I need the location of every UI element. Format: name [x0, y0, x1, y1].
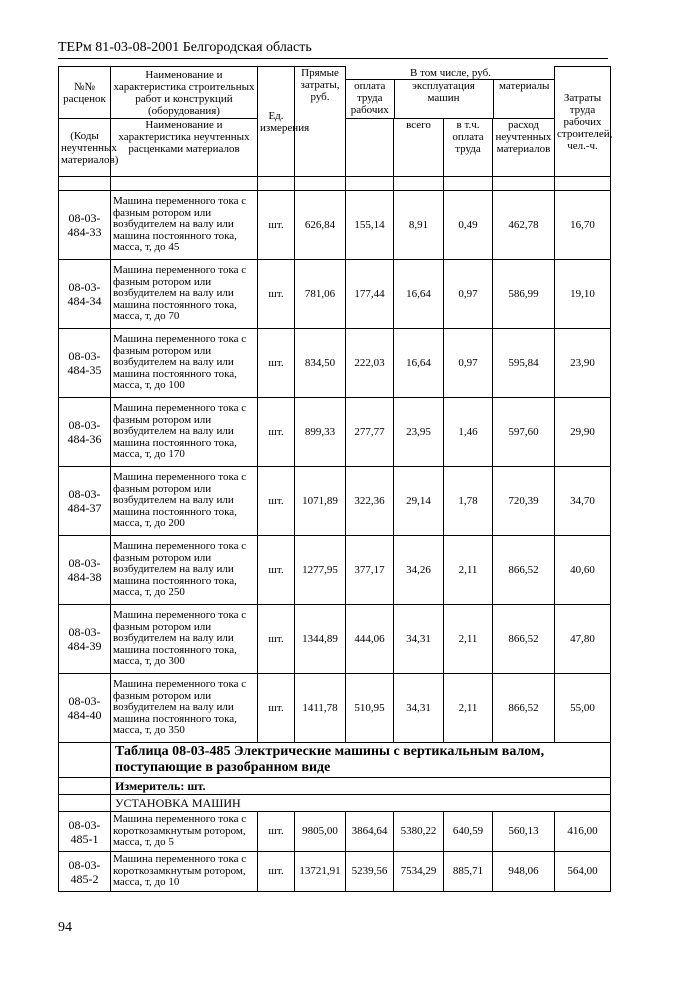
- cell-direct: 1071,89: [295, 467, 346, 536]
- cell-code: 08-03-484-33: [59, 191, 111, 260]
- cell-mat: 866,52: [493, 536, 555, 605]
- cell-code: 08-03-485-1: [59, 812, 111, 852]
- page-number: 94: [58, 920, 72, 935]
- rates-table: [58, 66, 611, 892]
- cell-mat: 597,60: [493, 398, 555, 467]
- cell-code: 08-03-484-37: [59, 467, 111, 536]
- cell-direct: 13721,91: [295, 852, 346, 892]
- col-head-name2: Наименование и характеристика неучтенных расценками материалов: [111, 119, 258, 177]
- cell-mat: 948,06: [493, 852, 555, 892]
- cell-code: 08-03-485-2: [59, 852, 111, 892]
- cell-code: 08-03-484-38: [59, 536, 111, 605]
- table-row: [59, 812, 611, 852]
- cell-code: 08-03-484-35: [59, 329, 111, 398]
- cell-mach-pay: 0,97: [444, 329, 493, 398]
- cell-mach-pay: 2,11: [444, 674, 493, 743]
- cell-pay: 155,14: [346, 191, 394, 260]
- table-row: [59, 329, 611, 398]
- cell-direct: 781,06: [295, 260, 346, 329]
- col-head-pay: оплата труда рабочих: [346, 80, 394, 118]
- col-head-code: №№ расценок: [59, 67, 111, 119]
- cell-labor: 29,90: [555, 398, 611, 467]
- cell-mach: 5380,22: [394, 812, 444, 852]
- col-head-labor: Затраты труда рабочих строителей, чел.-ч.: [555, 67, 611, 177]
- cell-pay: 444,06: [346, 605, 394, 674]
- cell-unit: шт.: [258, 536, 295, 605]
- cell-code: 08-03-484-39: [59, 605, 111, 674]
- cell-mat: 595,84: [493, 329, 555, 398]
- cell-mach-pay: 1,46: [444, 398, 493, 467]
- cell-pay: 222,03: [346, 329, 394, 398]
- col-head-mach-total: всего: [394, 119, 444, 177]
- cell-direct: 834,50: [295, 329, 346, 398]
- cell-labor: 23,90: [555, 329, 611, 398]
- cell-mat: 560,13: [493, 812, 555, 852]
- subtable-measure: Измеритель: шт.: [111, 778, 611, 795]
- cell-unit: шт.: [258, 398, 295, 467]
- cell-mach: 23,95: [394, 398, 444, 467]
- table-row: [59, 852, 611, 892]
- cell-unit: шт.: [258, 852, 295, 892]
- cell-mach: 16,64: [394, 260, 444, 329]
- cell-direct: 1411,78: [295, 674, 346, 743]
- cell-direct: 1344,89: [295, 605, 346, 674]
- cell-mach-pay: 2,11: [444, 605, 493, 674]
- header-row-1: [59, 67, 611, 119]
- col-head-mat: материалы: [499, 80, 550, 93]
- cell-mach-pay: 2,11: [444, 536, 493, 605]
- cell-labor: 47,80: [555, 605, 611, 674]
- cell-name: Машина переменного тока с фазным ротором или возбудителем на валу или машина постоянного тока, масса, т, до 100: [111, 329, 258, 398]
- cell-pay: 3864,64: [346, 812, 394, 852]
- cell-code: 08-03-484-36: [59, 398, 111, 467]
- cell-labor: 55,00: [555, 674, 611, 743]
- cell-name: Машина переменного тока с короткозамкнутым ротором, масса, т, до 5: [111, 812, 258, 852]
- cell-labor: 40,60: [555, 536, 611, 605]
- cell-name: Машина переменного тока с фазным ротором или возбудителем на валу или машина постоянного тока, масса, т, до 200: [111, 467, 258, 536]
- table-row: [59, 605, 611, 674]
- cell-name: Машина переменного тока с фазным ротором или возбудителем на валу или машина постоянного тока, масса, т, до 350: [111, 674, 258, 743]
- cell-mat: 462,78: [493, 191, 555, 260]
- col-head-direct: Прямые затраты, руб.: [295, 67, 346, 177]
- cell-unit: шт.: [258, 812, 295, 852]
- cell-code: 08-03-484-34: [59, 260, 111, 329]
- cell-mat: 720,39: [493, 467, 555, 536]
- cell-unit: шт.: [258, 260, 295, 329]
- cell-name: Машина переменного тока с фазным ротором или возбудителем на валу или машина постоянного тока, масса, т, до 170: [111, 398, 258, 467]
- table-row: [59, 536, 611, 605]
- cell-name: Машина переменного тока с фазным ротором или возбудителем на валу или машина постоянного тока, масса, т, до 250: [111, 536, 258, 605]
- cell-mach-pay: 640,59: [444, 812, 493, 852]
- cell-mach-pay: 0,49: [444, 191, 493, 260]
- col-head-incl: В том числе, руб.: [346, 67, 555, 80]
- subtable-section: УСТАНОВКА МАШИН: [111, 795, 611, 812]
- cell-mach-pay: 0,97: [444, 260, 493, 329]
- cell-name: Машина переменного тока с фазным ротором или возбудителем на валу или машина постоянного тока, масса, т, до 45: [111, 191, 258, 260]
- cell-pay: 510,95: [346, 674, 394, 743]
- col-head-mach-pay: в т.ч. оплата труда: [444, 119, 493, 177]
- cell-mach: 7534,29: [394, 852, 444, 892]
- subtable-title: Таблица 08-03-485 Электрические машины с вертикальным валом, поступающие в разобранном виде: [111, 743, 611, 778]
- cell-mach: 34,31: [394, 605, 444, 674]
- cell-direct: 899,33: [295, 398, 346, 467]
- document-header: [58, 40, 608, 59]
- cell-unit: шт.: [258, 467, 295, 536]
- cell-labor: 416,00: [555, 812, 611, 852]
- header-title: ТЕРм 81-03-08-2001 Белгородская область: [58, 40, 312, 55]
- cell-mach: 34,31: [394, 674, 444, 743]
- cell-mach: 34,26: [394, 536, 444, 605]
- cell-pay: 177,44: [346, 260, 394, 329]
- cell-direct: 626,84: [295, 191, 346, 260]
- cell-pay: 277,77: [346, 398, 394, 467]
- cell-mach: 8,91: [394, 191, 444, 260]
- cell-mat: 586,99: [493, 260, 555, 329]
- table-row: [59, 467, 611, 536]
- cell-code: 08-03-484-40: [59, 674, 111, 743]
- cell-name: Машина переменного тока с фазным ротором или возбудителем на валу или машина постоянного тока, масса, т, до 300: [111, 605, 258, 674]
- cell-mat: 866,52: [493, 605, 555, 674]
- cell-labor: 34,70: [555, 467, 611, 536]
- col-head-mat-use: расход неучтенных материалов: [493, 119, 555, 177]
- cell-unit: шт.: [258, 191, 295, 260]
- cell-mach-pay: 885,71: [444, 852, 493, 892]
- table-row: [59, 674, 611, 743]
- cell-pay: 377,17: [346, 536, 394, 605]
- table-row: [59, 398, 611, 467]
- cell-unit: шт.: [258, 605, 295, 674]
- col-head-name: Наименование и характеристика строительных работ и конструкций (оборудования): [111, 67, 258, 119]
- cell-labor: 16,70: [555, 191, 611, 260]
- cell-labor: 19,10: [555, 260, 611, 329]
- cell-direct: 1277,95: [295, 536, 346, 605]
- cell-pay: 5239,56: [346, 852, 394, 892]
- col-head-unit: Ед. измерения: [258, 67, 295, 177]
- cell-labor: 564,00: [555, 852, 611, 892]
- col-head-code2: (Коды неучтенных материалов): [59, 119, 111, 177]
- cell-unit: шт.: [258, 674, 295, 743]
- cell-name: Машина переменного тока с фазным ротором или возбудителем на валу или машина постоянного тока, масса, т, до 70: [111, 260, 258, 329]
- table-row: [59, 191, 611, 260]
- cell-mach-pay: 1,78: [444, 467, 493, 536]
- cell-mat: 866,52: [493, 674, 555, 743]
- cell-pay: 322,36: [346, 467, 394, 536]
- col-head-mach: эксплуатация машин: [394, 80, 493, 118]
- cell-name: Машина переменного тока с короткозамкнутым ротором, масса, т, до 10: [111, 852, 258, 892]
- cell-direct: 9805,00: [295, 812, 346, 852]
- cell-unit: шт.: [258, 329, 295, 398]
- cell-mach: 29,14: [394, 467, 444, 536]
- cell-mach: 16,64: [394, 329, 444, 398]
- table-row: [59, 260, 611, 329]
